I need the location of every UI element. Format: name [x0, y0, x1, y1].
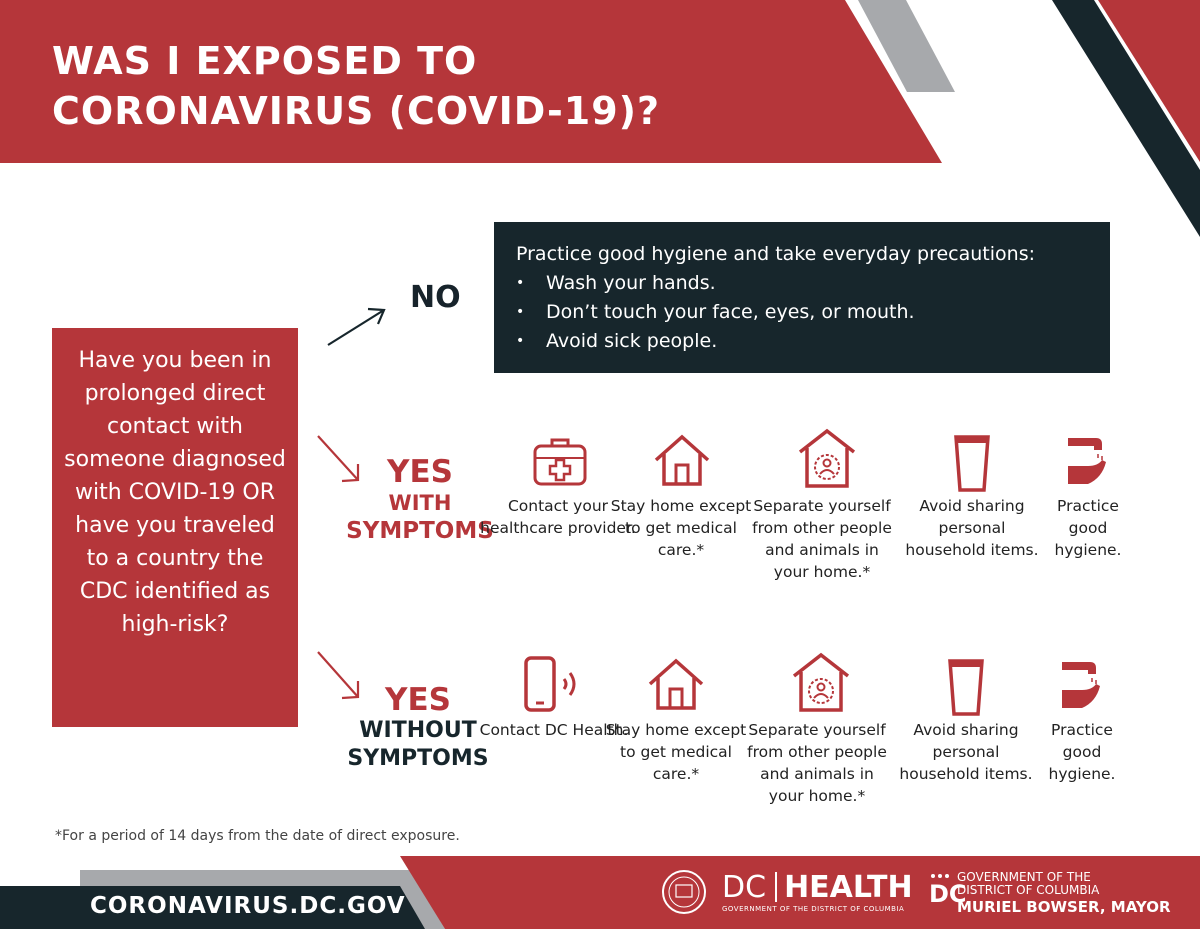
hygiene-item-text: Avoid sick people.	[546, 330, 718, 352]
yes-without-line2: WITHOUT	[359, 718, 477, 743]
hygiene-list	[516, 269, 1088, 356]
page-title	[52, 36, 872, 136]
yes-without-line3: SYMPTOMS	[347, 746, 489, 771]
title-line-2: CORONAVIRUS (COVID-19)?	[52, 89, 661, 133]
hygiene-item	[516, 298, 1088, 327]
yes-without-line1: YES	[385, 682, 451, 718]
hygiene-item	[516, 327, 1088, 356]
person-in-house-icon	[791, 652, 851, 712]
bullet-icon: •	[516, 304, 525, 320]
handwash-icon	[1058, 432, 1118, 492]
hygiene-item	[516, 269, 1088, 298]
cup-icon	[942, 432, 1002, 492]
handwash-icon	[1052, 656, 1112, 716]
cup-icon	[936, 656, 996, 716]
action-label: Practice good hygiene.	[1054, 497, 1122, 559]
house-icon	[652, 432, 712, 492]
first-aid-kit-icon	[530, 432, 590, 492]
hygiene-item-text: Don’t touch your face, eyes, or mouth.	[546, 301, 915, 323]
action-label: Avoid sharing personal household items.	[899, 721, 1033, 783]
hygiene-item-text: Wash your hands.	[546, 272, 716, 294]
website-link[interactable]: CORONAVIRUS.DC.GOV	[90, 893, 406, 919]
dc-mark: DC	[929, 880, 967, 908]
action-label: Contact DC Health.	[479, 721, 629, 739]
action-label: Contact your healthcare provider.	[480, 497, 636, 537]
arrow-no	[328, 309, 384, 345]
hygiene-box	[494, 222, 1110, 373]
action-label: Stay home except to get medical care.*	[610, 497, 752, 559]
bullet-icon: •	[516, 275, 525, 291]
no-label: NO	[410, 280, 461, 315]
action-label: Stay home except to get medical care.*	[605, 721, 747, 783]
house-icon	[646, 656, 706, 716]
dc-health-word: HEALTH	[784, 870, 913, 905]
phone-icon	[522, 655, 582, 715]
dc-health-logo	[722, 870, 913, 905]
action-label: Avoid sharing personal household items.	[905, 497, 1039, 559]
action-label: Separate yourself from other people and animals in your home.*	[752, 497, 892, 581]
hygiene-heading: Practice good hygiene and take everyday precautions:	[516, 243, 1035, 265]
yes-with-line1: YES	[387, 454, 453, 490]
question-box	[52, 328, 298, 727]
footnote: *For a period of 14 days from the date of direct exposure.	[55, 828, 460, 844]
person-in-house-icon	[797, 428, 857, 488]
yes-with-line2: WITH	[388, 491, 452, 515]
action-label: Separate yourself from other people and animals in your home.*	[747, 721, 887, 805]
mayor-name: MURIEL BOWSER, MAYOR	[957, 898, 1171, 916]
title-line-1: WAS I EXPOSED TO	[52, 39, 478, 83]
dc-health-dc: DC	[722, 870, 767, 905]
gov-line1: GOVERNMENT OF THE	[957, 870, 1091, 884]
action-label: Practice good hygiene.	[1048, 721, 1116, 783]
question-text: Have you been in prolonged direct contact with someone diagnosed with COVID-19 OR have you traveled to a country the CDC identified as high-risk?	[64, 348, 286, 637]
yes-with-symptoms-label	[340, 455, 500, 545]
gov-line2: DISTRICT OF COLUMBIA	[957, 883, 1100, 897]
yes-with-line3: SYMPTOMS	[346, 518, 494, 544]
dc-flag-stars-icon	[931, 874, 949, 878]
bullet-icon: •	[516, 333, 525, 349]
government-label	[957, 871, 1099, 897]
dc-health-subtitle: GOVERNMENT OF THE DISTRICT OF COLUMBIA	[722, 905, 905, 913]
